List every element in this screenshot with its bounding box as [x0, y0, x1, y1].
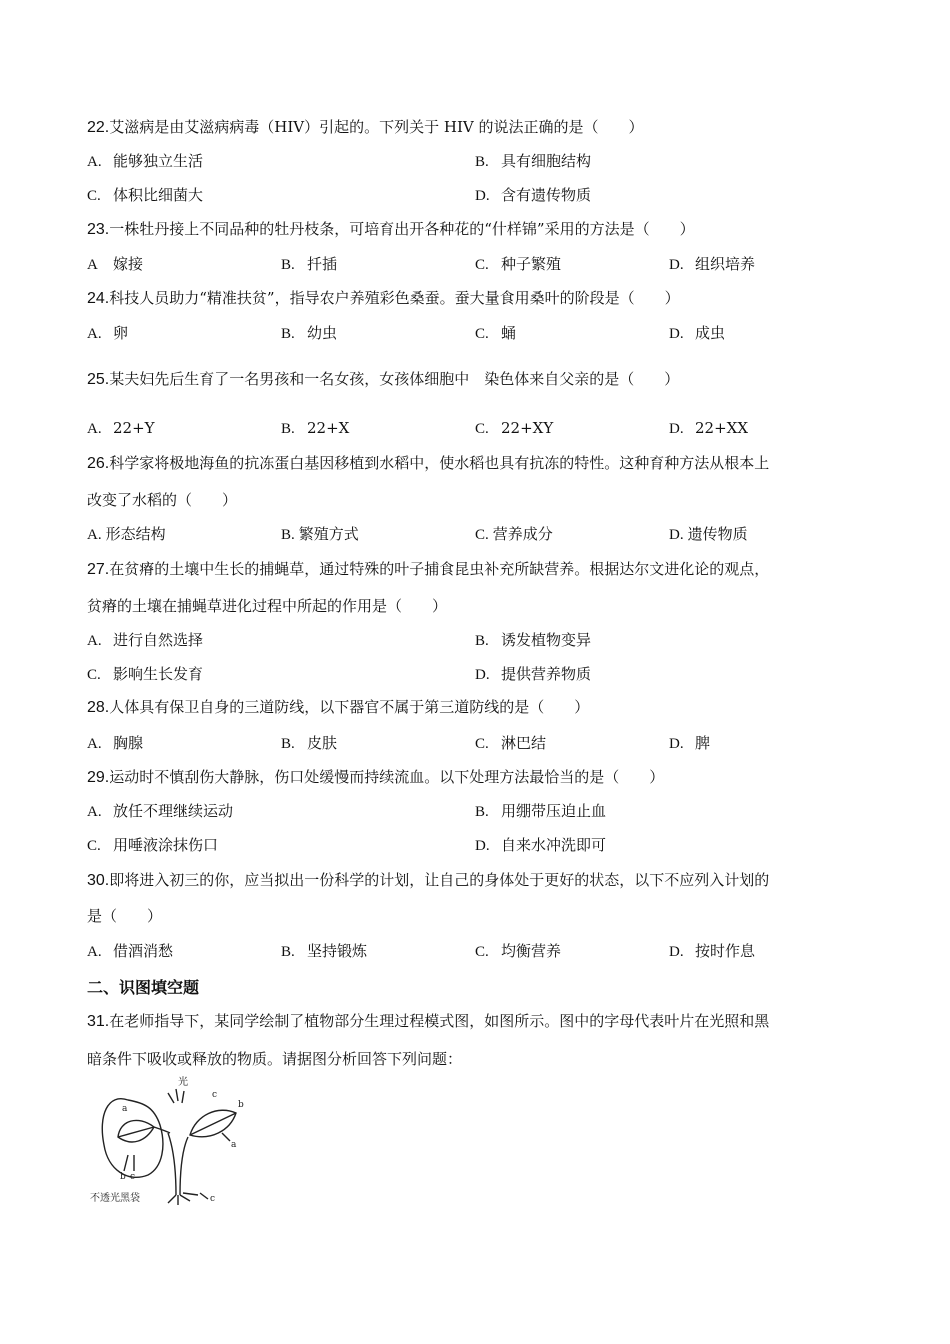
question-30-stem-cont: 是（ ） [87, 907, 163, 925]
option: D. 遗传物质 [669, 525, 748, 543]
option: C. 均衡营养 [475, 942, 562, 960]
question-27-stem-cont: 贫瘠的土壤在捕蝇草进化过程中所起的作用是（ ） [87, 597, 448, 615]
question-23-stem: 23.一株牡丹接上不同品种的牡丹枝条，可培育出开各种花的“什样锦”采用的方法是（ ） [87, 220, 695, 238]
arrow-lines [124, 1155, 134, 1171]
label-b-bottom: b [120, 1172, 126, 1182]
option: C. 营养成分 [475, 525, 553, 543]
option: A. 形态结构 [87, 525, 166, 543]
option: A. 能够独立生活 [87, 152, 204, 170]
label-light: 光 [178, 1077, 188, 1088]
option: D. 成虫 [669, 324, 726, 342]
stem [168, 1133, 176, 1195]
question-27-stem: 27.在贫瘠的土壤中生长的捕蝇草，通过特殊的叶子捕食昆虫补充所缺营养。根据达尔文进化论的观点， [87, 560, 770, 578]
option: B. 22+X [281, 419, 350, 437]
option: D. 组织培养 [669, 255, 756, 273]
option: A. 22+Y [87, 419, 155, 437]
option: C. 种子繁殖 [475, 255, 562, 273]
label-b-right: b [238, 1100, 244, 1110]
option: D. 含有遗传物质 [475, 186, 592, 204]
option: B. 皮肤 [281, 734, 338, 752]
figure-caption: 不透光黑袋 [90, 1193, 140, 1204]
option: B. 诱发植物变异 [475, 631, 592, 649]
label-c-bottom: c [130, 1172, 136, 1182]
option: A. 放任不理继续运动 [87, 802, 234, 820]
option: D. 按时作息 [669, 942, 756, 960]
option: D. 22+XX [669, 419, 749, 437]
question-29-stem: 29.运动时不慎刮伤大静脉，伤口处缓慢而持续流血。以下处理方法最恰当的是（ ） [87, 768, 665, 786]
label-a-right: a [231, 1140, 237, 1150]
option: B. 用绷带压迫止血 [475, 802, 607, 820]
label-c-top: c [212, 1090, 218, 1100]
option: C. 22+XY [475, 419, 554, 437]
option: D. 自来水冲洗即可 [475, 836, 607, 854]
question-31-stem: 31.在老师指导下，某同学绘制了植物部分生理过程模式图，如图所示。图中的字母代表叶片在光照和黑 [87, 1012, 770, 1030]
question-25-stem: 25.某夫妇先后生育了一名男孩和一名女孩，女孩体细胞中 染色体来自父亲的是（ ） [87, 370, 680, 388]
option: A. 借酒消愁 [87, 942, 174, 960]
question-26-stem: 26.科学家将极地海鱼的抗冻蛋白基因移植到水稻中，使水稻也具有抗冻的特性。这种育种方法从根本上 [87, 454, 770, 472]
label-c-root: c [210, 1194, 216, 1204]
option: D. 脾 [669, 734, 711, 752]
option: D. 提供营养物质 [475, 665, 592, 683]
option: B. 坚持锻炼 [281, 942, 368, 960]
question-26-stem-cont: 改变了水稻的（ ） [87, 491, 238, 509]
option: A. 进行自然选择 [87, 631, 204, 649]
question-24-stem: 24.科技人员助力“精准扶贫”，指导农户养殖彩色桑蚕。蚕大量食用桑叶的阶段是（ ） [87, 289, 680, 307]
question-30-stem: 30.即将进入初三的你，应当拟出一份科学的计划，让自己的身体处于更好的状态，以下不应列入计划的 [87, 871, 770, 889]
plant-diagram-figure [88, 1075, 263, 1205]
section-heading: 二、识图填空题 [87, 978, 200, 997]
option: B. 繁殖方式 [281, 525, 359, 543]
question-22-stem: 22.艾滋病是由艾滋病病毒（HIV）引起的。下列关于 HIV 的说法正确的是（ ） [87, 118, 644, 136]
option: A. 胸腺 [87, 734, 144, 752]
question-28-stem: 28.人体具有保卫自身的三道防线，以下器官不属于第三道防线的是（ ） [87, 698, 590, 716]
option: C. 用唾液涂抹伤口 [87, 836, 219, 854]
option: B. 具有细胞结构 [475, 152, 592, 170]
option: C. 影响生长发育 [87, 665, 204, 683]
option: B. 扦插 [281, 255, 338, 273]
option: C. 蛹 [475, 324, 517, 342]
light-rays [168, 1089, 184, 1103]
roots [168, 1193, 198, 1205]
label-a-left: a [122, 1104, 128, 1114]
left-leaf [118, 1120, 154, 1142]
option: C. 淋巴结 [475, 734, 547, 752]
option: A 嫁接 [87, 255, 144, 273]
option: C. 体积比细菌大 [87, 186, 204, 204]
black-bag-outline [102, 1099, 163, 1178]
option: A. 卵 [87, 324, 129, 342]
question-31-stem-cont: 暗条件下吸收或释放的物质。请据图分析回答下列问题： [87, 1050, 463, 1068]
option: B. 幼虫 [281, 324, 338, 342]
